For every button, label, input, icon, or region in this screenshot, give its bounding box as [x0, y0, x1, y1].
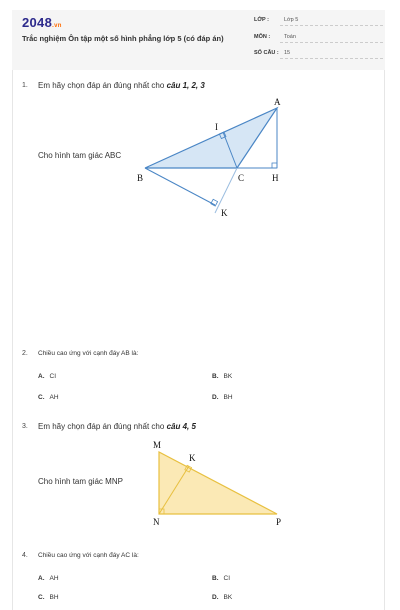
- label-c: C: [238, 173, 245, 183]
- option-text: AH: [49, 575, 59, 582]
- logo-text: 2048: [22, 15, 53, 30]
- logo-suffix: .vn: [52, 23, 62, 29]
- meta-divider: [280, 42, 383, 43]
- label-k: K: [189, 453, 196, 463]
- question-text: Chiều cao ứng với cạnh đáy AC là:: [38, 552, 139, 559]
- question-text: [38, 422, 196, 431]
- option-text: CI: [223, 575, 230, 582]
- triangle-abc-figure: [135, 95, 295, 225]
- question-number: 2.: [22, 350, 28, 357]
- option-text: BK: [223, 594, 233, 601]
- option-letter: D.: [212, 594, 219, 601]
- label-m: M: [153, 440, 162, 450]
- answer-option-a[interactable]: [38, 575, 59, 582]
- label-i: I: [215, 122, 218, 132]
- answer-option-d[interactable]: [212, 394, 233, 401]
- right-angle-h: [272, 163, 277, 168]
- option-text: CI: [49, 373, 56, 380]
- question-emphasis: câu 1, 2, 3: [166, 81, 205, 90]
- meta-divider: [280, 25, 383, 26]
- label-n: N: [153, 517, 160, 527]
- label-a: A: [274, 97, 281, 107]
- answer-option-b[interactable]: [212, 575, 230, 582]
- option-letter: A.: [38, 575, 45, 582]
- option-letter: C.: [38, 594, 45, 601]
- line-ck: [215, 168, 237, 213]
- meta-divider: [280, 58, 383, 59]
- answer-option-b[interactable]: [212, 373, 232, 380]
- option-letter: B.: [212, 373, 219, 380]
- question-text: Chiều cao ứng với cạnh đáy AB là:: [38, 350, 139, 357]
- meta-label: MÔN :: [254, 34, 271, 40]
- document-header: [12, 10, 385, 70]
- option-letter: D.: [212, 394, 219, 401]
- option-text: AH: [49, 394, 59, 401]
- question-number: 4.: [22, 552, 28, 559]
- site-logo[interactable]: [22, 15, 62, 30]
- label-h: H: [272, 173, 279, 183]
- figure-caption: Cho hình tam giác MNP: [38, 477, 123, 486]
- figure-caption: Cho hình tam giác ABC: [38, 151, 122, 160]
- label-k: K: [221, 208, 228, 218]
- question-text: [38, 81, 205, 90]
- altitude-bk: [145, 168, 215, 205]
- option-letter: A.: [38, 373, 45, 380]
- label-b: B: [137, 173, 144, 183]
- option-text: BK: [223, 373, 233, 380]
- document-title: Trắc nghiệm Ôn tập một số hình phẳng lớp 5 (có đáp án): [22, 34, 224, 43]
- meta-label: LỚP :: [254, 17, 269, 23]
- meta-label: SỐ CÂU :: [254, 50, 279, 56]
- triangle-mnp: [159, 452, 277, 514]
- triangle-abc: [145, 108, 277, 168]
- question-prompt: Em hãy chọn đáp án đúng nhất cho: [38, 422, 165, 431]
- meta-value: Toán: [284, 34, 296, 40]
- option-letter: C.: [38, 394, 45, 401]
- option-text: BH: [223, 394, 233, 401]
- question-number: 1.: [22, 82, 28, 89]
- question-prompt: Em hãy chọn đáp án đúng nhất cho: [38, 81, 165, 90]
- triangle-mnp-figure: [145, 436, 295, 531]
- question-number: 3.: [22, 423, 28, 430]
- option-text: BH: [49, 594, 59, 601]
- answer-option-c[interactable]: [38, 394, 59, 401]
- meta-value: 15: [284, 50, 291, 56]
- question-emphasis: câu 4, 5: [166, 422, 196, 431]
- meta-value: Lớp 5: [284, 17, 299, 23]
- answer-option-a[interactable]: [38, 373, 56, 380]
- label-p: P: [276, 517, 282, 527]
- option-letter: B.: [212, 575, 219, 582]
